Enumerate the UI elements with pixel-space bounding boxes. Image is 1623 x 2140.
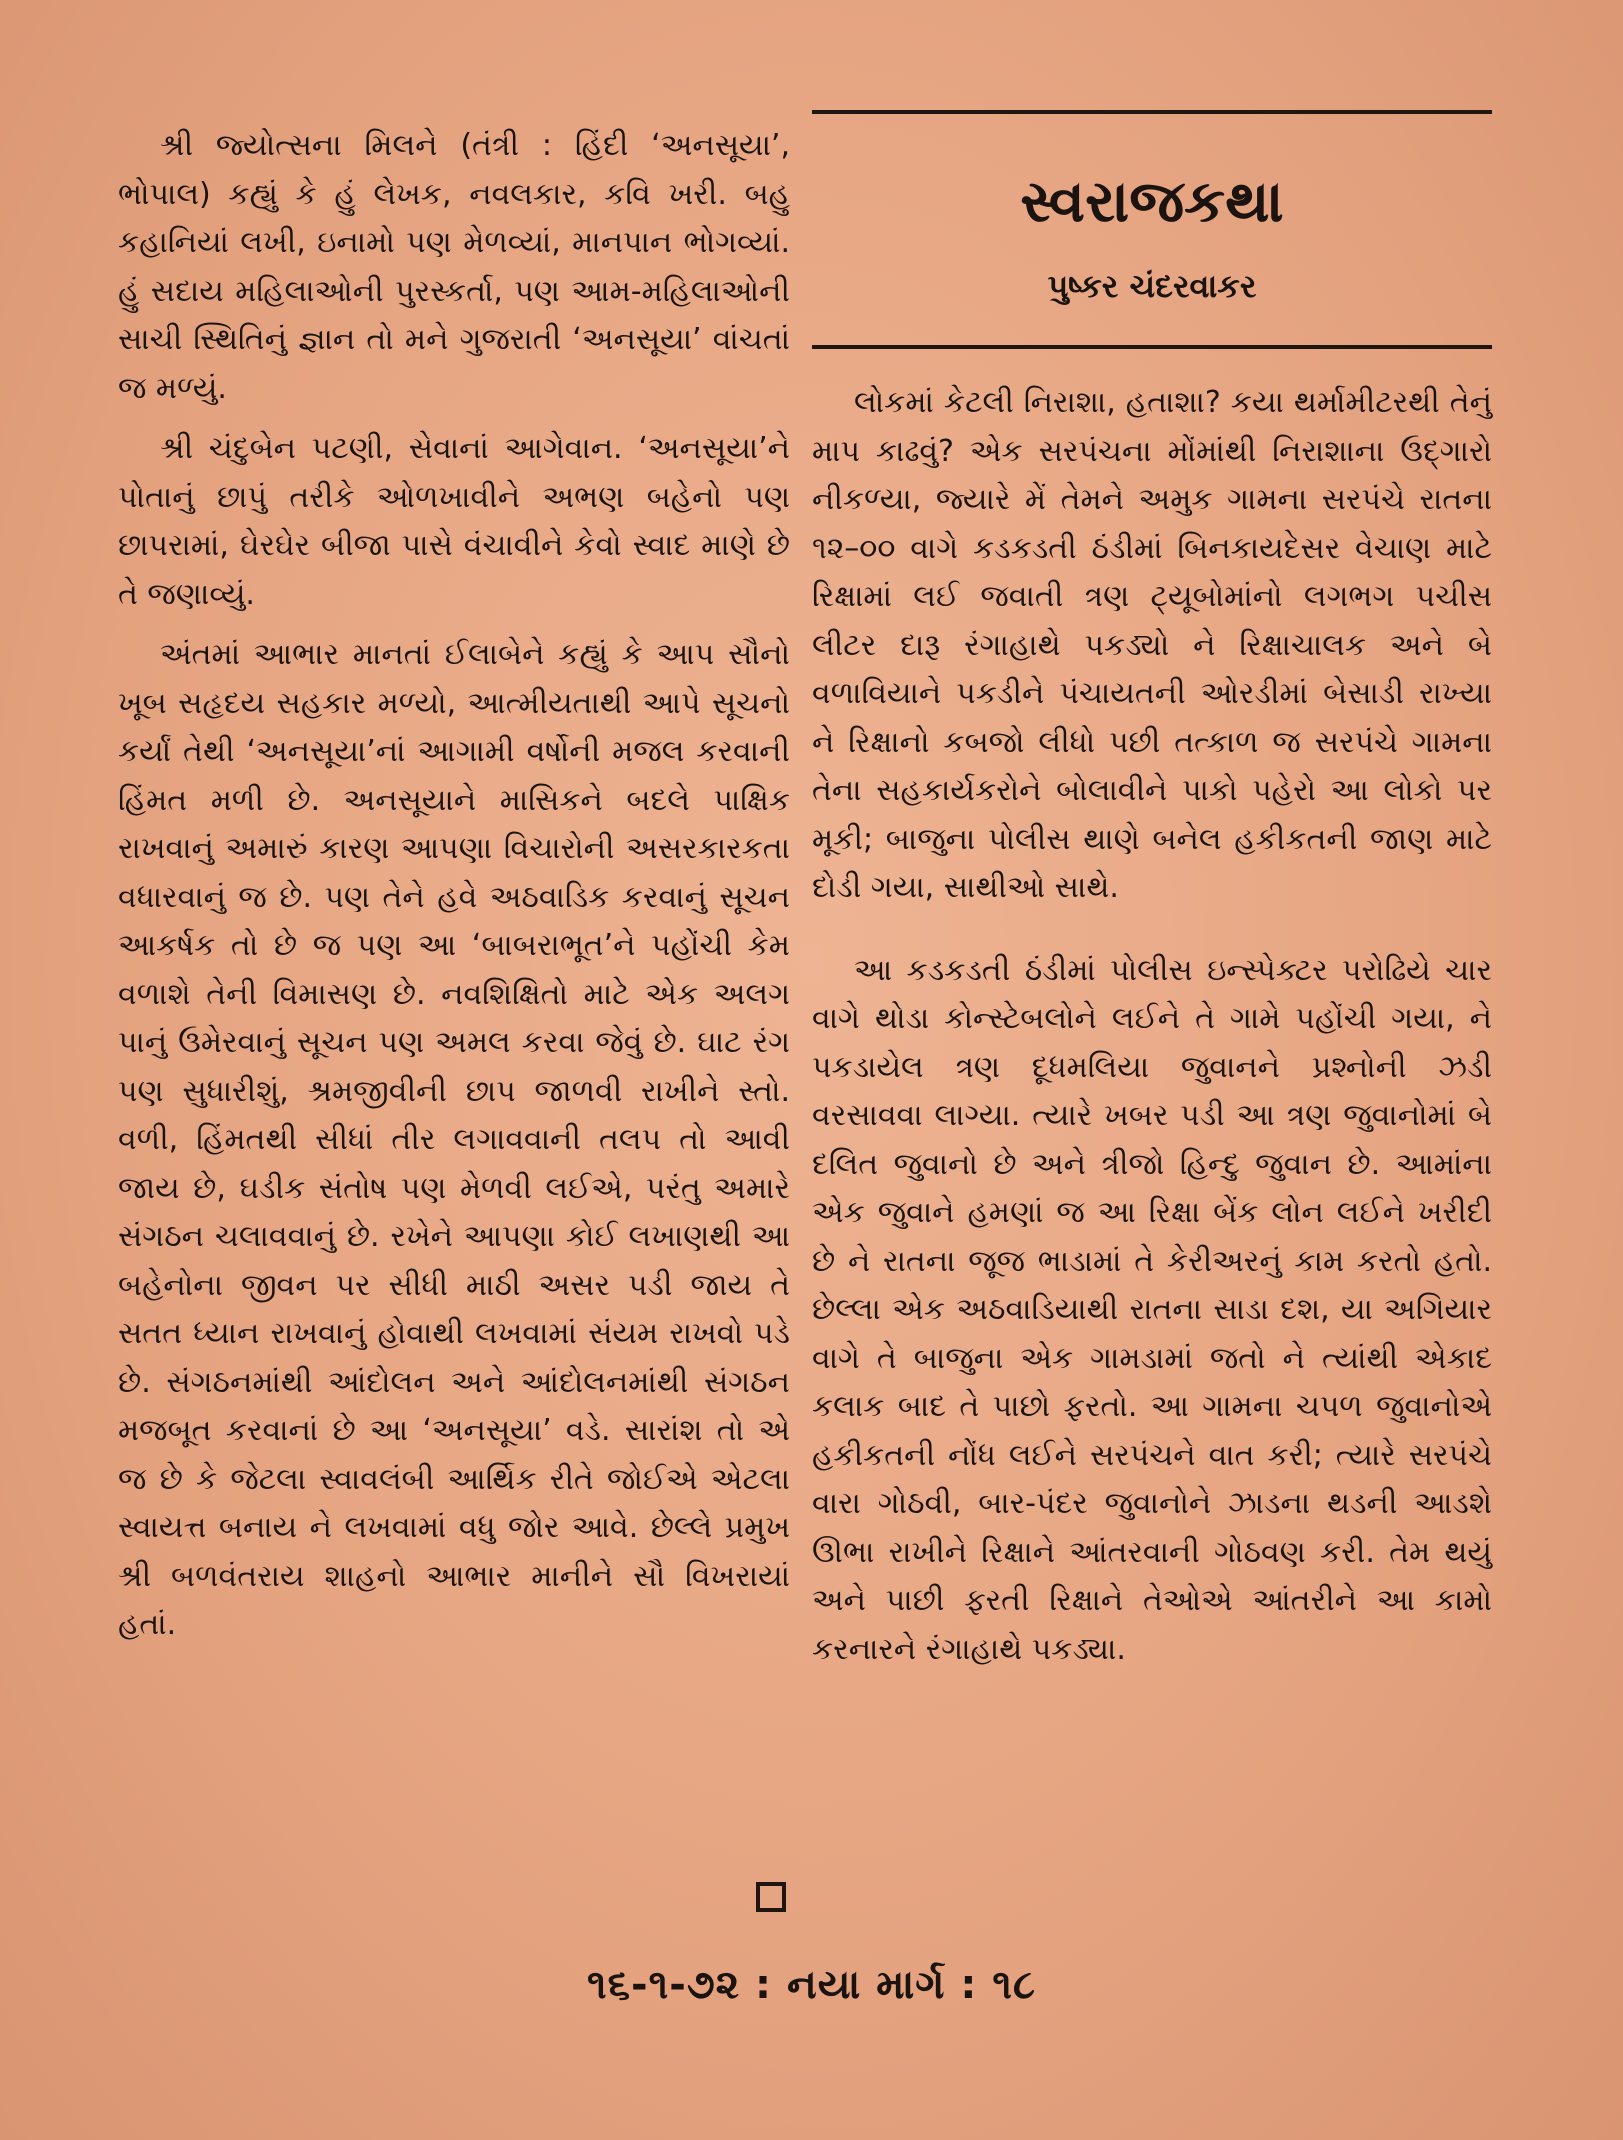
left-column (118, 122, 790, 1662)
article-paragraph-2: આ કડકડતી ઠંડીમાં પોલીસ ઇન્સ્પેક્ટર પરોઢિયે ચાર વાગે થોડા કોન્સ્ટેબલોને લઈને તે ગામે પહોંચી ગયા, ને પકડાયેલ ત્રણ દૂધમલિયા જુવાનને પ્રશ્નોની ઝડી વરસાવવા લાગ્યા. ત્યારે ખબર પડી આ ત્રણ જુવાનોમાં બે દલિત જુવાનો છે અને ત્રીજો હિન્દુ જુવાન છે. આમાંના એક જુવાને હમણાં જ આ રિક્ષા બેંક લોન લઈને ખરીદી છે ને રાતના જૂજ ભાડામાં તે કેરીઅરનું કામ કરતો હતો. છેલ્લા એક અઠવાડિયાથી રાતના સાડા દશ, યા અગિયાર વાગે તે બાજુના એક ગામડામાં જતો ને ત્યાંથી એકાદ કલાક બાદ તે પાછો ફરતો. આ ગામના ચપળ જુવાનોએ હકીકતની નોંધ લઈને સરપંચને વાત કરી; ત્યારે સરપંચે વારા ગોઠવી, બાર-પંદર જુવાનોને ઝાડના થડની આડશે ઊભા રાખીને રિક્ષાને આંતરવાની ગોઠવણ કરી. તેમ થયું અને પાછી ફરતી રિક્ષાને તેઓએ આંતરીને આ કામો કરનારને રંગાહાથે પકડ્યા. (812, 952, 1492, 1667)
title-rule (812, 345, 1492, 349)
left-paragraph-3: અંતમાં આભાર માનતાં ઈલાબેને કહ્યું કે આપ સૌનો ખૂબ સહૃદય સહકાર મળ્યો, આત્મીયતાથી આપે સૂચનો કર્યાં તેથી ‘અનસૂયા’નાં આગામી વર્ષોની મજલ કરવાની હિંમત મળી છે. અનસૂયાને માસિકને બદલે પાક્ષિક રાખવાનું અમારું કારણ આપણા વિચારોની અસરકારકતા વધારવાનું જ છે. પણ તેને હવે અઠવાડિક કરવાનું સૂચન આકર્ષક તો છે જ પણ આ ‘બાબરાભૂત’ને પહોંચી કેમ વળાશે તેની વિમાસણ છે. નવશિક્ષિતો માટે એક અલગ પાનું ઉમેરવાનું સૂચન પણ અમલ કરવા જેવું છે. ઘાટ રંગ પણ સુધારીશું, શ્રમજીવીની છાપ જાળવી રાખીને સ્તો. વળી, હિંમતથી સીધાં તીર લગાવવાની તલપ તો આવી જાય છે, ઘડીક સંતોષ પણ મેળવી લઈએ, પરંતુ અમારે સંગઠન ચલાવવાનું છે. રખેને આપણા કોઈ લખાણથી આ બહેનોના જીવન પર સીધી માઠી અસર પડી જાય તે સતત ધ્યાન રાખવાનું હોવાથી લખવામાં સંયમ રાખવો પડે છે. સંગઠનમાંથી આંદોલન અને આંદોલનમાંથી સંગઠન મજબૂત કરવાનાં છે આ ‘અનસૂયા’ વડે. સારાંશ તો એ જ છે કે જેટલા સ્વાવલંબી આર્થિક રીતે જોઈએ એટલા સ્વાયત્ત બનાય ને લખવામાં વધુ જોર આવે. છેલ્લે પ્રમુખ શ્રી બળવંતરાય શાહનો આભાર માનીને સૌ વિખરાયાં હતાં. (118, 637, 790, 1642)
article-column (812, 110, 1492, 1708)
end-mark-icon (756, 1882, 786, 1912)
article-paragraph-1: લોકમાં કેટલી નિરાશા, હતાશા? કયા થર્મામીટરથી તેનું માપ કાઢવું? એક સરપંચના મોંમાંથી નિરાશાના ઉદ્‌ગારો નીકળ્યા, જ્યારે મેં તેમને અમુક ગામના સરપંચે રાતના ૧૨–૦૦ વાગે કડકડતી ઠંડીમાં બિનકાયદેસર વેચાણ માટે રિક્ષામાં લઈ જવાતી ત્રણ ટ્યૂબોમાંનો લગભગ પચીસ લીટર દારૂ રંગાહાથે પકડ્યો ને રિક્ષાચાલક અને બે વળાવિયાને પકડીને પંચાયતની ઓરડીમાં બેસાડી રાખ્યા ને રિક્ષાનો કબજો લીધો પછી તત્કાળ જ સરપંચે ગામના તેના સહકાર્યકરોને બોલાવીને પાકો પહેરો આ લોકો પર મૂકી; બાજુના પોલીસ થાણે બનેલ હકીકતની જાણ માટે દોડી ગયા, સાથીઓ સાથે. (812, 385, 1492, 906)
left-paragraph-1: શ્રી જ્યોત્સના મિલને (તંત્રી : હિંદી ‘અનસૂયા’, ભોપાલ) કહ્યું કે હું લેખક, નવલકાર, કવિ ખરી. બહુ કહાનિયાં લખી, ઇનામો પણ મેળવ્યાં, માનપાન ભોગવ્યાં. હું સદાય મહિલાઓની પુરસ્કર્તા, પણ આમ-મહિલાઓની સાચી સ્થિતિનું જ્ઞાન તો મને ગુજરાતી ‘અનસૂયા’ વાંચતાં જ મળ્યું. (118, 128, 790, 406)
left-paragraph-2: શ્રી ચંદુબેન પટણી, સેવાનાં આગેવાન. ‘અનસૂયા’ને પોતાનું છાપું તરીકે ઓળખાવીને અભણ બહેનો પણ છાપરામાં, ઘેરઘેર બીજા પાસે વંચાવીને કેવો સ્વાદ માણે છે તે જણાવ્યું. (118, 431, 790, 612)
article-author: પુષ્કર ચંદરવાકર (1047, 266, 1257, 305)
page-footer: ૧૬-૧-૭૨ : નયા માર્ગ : ૧૮ (587, 1962, 1036, 2008)
top-rule (812, 110, 1492, 114)
article-title: સ્વરાજકથા (1020, 167, 1284, 235)
